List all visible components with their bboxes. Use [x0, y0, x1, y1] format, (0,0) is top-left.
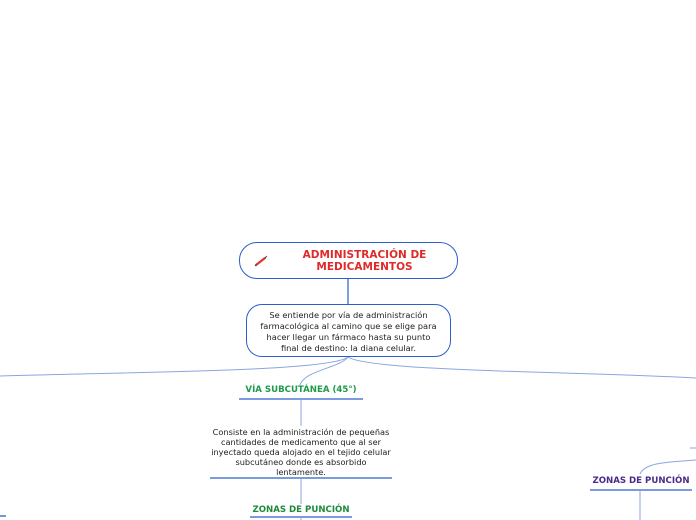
connector-zonas2	[640, 460, 696, 474]
topic-via-subcutanea[interactable]: VÍA SUBCUTÁNEA (45°)	[245, 385, 357, 395]
root-topic[interactable]	[239, 242, 458, 279]
topic-zonas-puncion-left[interactable]: ZONAS DE PUNCIÓN	[252, 505, 350, 515]
connector-left-branch	[0, 357, 348, 376]
syringe-icon	[254, 255, 268, 267]
root-title: ADMINISTRACIÓN DE MEDICAMENTOS	[302, 249, 427, 273]
topic-zonas-puncion-right[interactable]: ZONAS DE PUNCIÓN	[592, 476, 690, 486]
connector-subcut	[300, 357, 348, 385]
description-node[interactable]	[246, 304, 451, 357]
description-text: Se entiende por vía de administración farmacológica al camino que se elige para hacer llegar un fármaco hasta su punto final de destino: la diana celular.	[260, 310, 437, 353]
connector-right-branch	[348, 357, 696, 378]
subcutanea-description[interactable]: Consiste en la administración de pequeñas cantidades de medicamento que al ser inyectado queda alojado en el tejido celular subcutáneo donde es absorbido lentamente.	[211, 427, 391, 477]
